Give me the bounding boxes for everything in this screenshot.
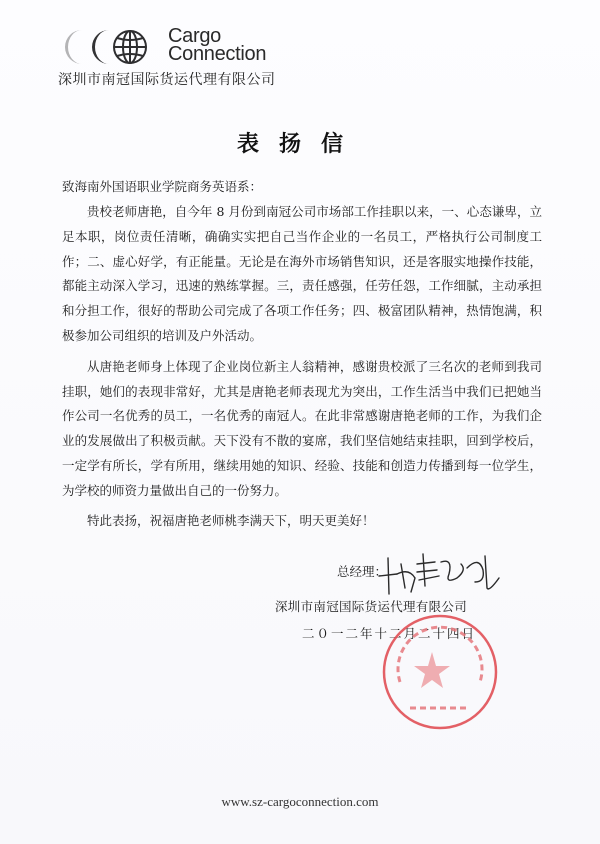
handwritten-signature-icon <box>375 548 505 598</box>
signature-label: 总经理： <box>337 564 388 579</box>
letter-body <box>62 200 542 510</box>
company-name-header: 深圳市南冠国际货运代理有限公司 <box>58 72 276 88</box>
red-company-seal-icon <box>380 612 500 732</box>
brand-line-1: Cargo <box>168 25 221 47</box>
closing-line: 特此表扬，祝福唐艳老师桃李满天下，明天更美好！ <box>87 513 375 528</box>
cargo-connection-logo-icon <box>62 28 162 66</box>
footer-website-url: www.sz-cargoconnection.com <box>221 794 379 809</box>
signer-company: 深圳市南冠国际货运代理有限公司 <box>275 599 468 614</box>
letter-title: 表扬信 <box>236 131 363 157</box>
paragraph: 贵校老师唐艳，自今年 8 月份到南冠公司市场部工作挂职以来，一、心态谦卑，立足本职，岗位责任清晰，确确实实把自己当作企业的一名员工，严格执行公司制度工作；二、虚心好学，有正能量。无论是在海外市场销售知识，还是客服实地操作技能，都能主动深入学习，迅速的熟练掌握。三，责任感强，任劳任怨，工作细腻，主动承担和分担工作，很好的帮助公司完成了各项工作任务；四、极富团队精神，热情饱满，积极参加公司组织的培训及户外活动。 <box>62 204 542 343</box>
paragraph: 从唐艳老师身上体现了企业岗位新主人翁精神，感谢贵校派了三名次的老师到我司挂职，她们的表现非常好，尤其是唐艳老师表现尤为突出，工作生活当中我们已把她当作公司一名优秀的员工，一名优秀的南冠人。在此非常感谢唐艳老师的工作，为我们企业的发展做出了积极贡献。天下没有不散的宴席，我们坚信她结束挂职，回到学校后，一定学有所长，学有所用，继续用她的知识、经验、技能和创造力传播到每一位学生，为学校的师资力量做出自己的一份努力。 <box>62 358 542 498</box>
company-logo <box>62 25 267 67</box>
brand-line-2: Connection <box>168 43 267 65</box>
salutation: 致海南外国语职业学院商务英语系： <box>62 179 263 194</box>
brand-wordmark <box>168 27 266 63</box>
letter-date: 二０一二年十二月二十四日 <box>302 626 477 641</box>
